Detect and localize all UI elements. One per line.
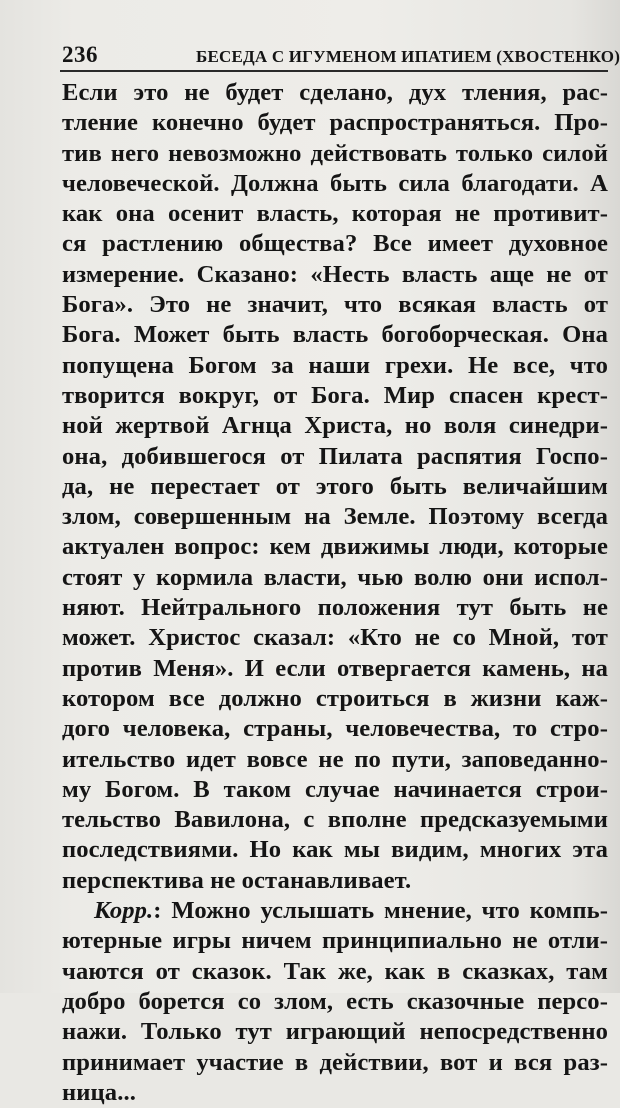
text-line: нажи. Только тут играющий непосредственно (62, 1018, 608, 1046)
speaker-label: Корр. (94, 897, 154, 925)
header-rule (60, 70, 608, 72)
text-line-rest: : Можно услышать мнение, что компь- (153, 897, 608, 925)
page-header (60, 42, 620, 72)
text-line (62, 896, 608, 926)
text-line: человеческой. Должна быть сила благодати. А (62, 169, 608, 197)
text-line: Бога. Может быть власть богоборческая. Она (62, 321, 608, 349)
text-line: котором все должно строиться в жизни каж- (62, 684, 608, 712)
text-line: стоят у кормила власти, чью волю они испол- (62, 563, 608, 591)
text-line: дого человека, страны, человечества, то стро- (62, 715, 608, 743)
running-title: БЕСЕДА С ИГУМЕНОМ ИПАТИЕМ (ХВОСТЕНКО) (196, 47, 620, 66)
text-line: может. Христос сказал: «Кто не со Мной, тот (62, 624, 608, 652)
paragraph-question (62, 896, 608, 1108)
text-line: против Меня». И если отвергается камень, на (62, 654, 608, 682)
text-line: тельство Вавилона, с вполне предсказуемыми (62, 806, 608, 834)
text-line: ительство идет вовсе не по пути, заповеданно- (62, 745, 608, 773)
text-line: да, не перестает от этого быть величайшим (62, 472, 608, 500)
text-line: злом, совершенным на Земле. Поэтому всегда (62, 503, 608, 531)
paragraph-answer (62, 78, 608, 896)
text-line: измерение. Сказано: «Несть власть аще не от (62, 260, 608, 288)
text-line: ница... (62, 1078, 136, 1106)
text-line: перспектива не останавливает. (62, 866, 412, 894)
text-line: добро борется со злом, есть сказочные персо- (62, 987, 608, 1015)
text-line: актуален вопрос: кем движимы люди, которые (62, 533, 608, 561)
body-text (62, 78, 608, 1108)
text-line: Если это не будет сделано, дух тления, рас- (62, 79, 608, 106)
page-number: 236 (62, 42, 98, 67)
text-line: как она осенит власть, которая не противит- (62, 200, 608, 228)
text-line: чаются от сказок. Так же, как в сказках, там (62, 957, 608, 985)
text-line: последствиями. Но как мы видим, многих эта (62, 836, 608, 864)
text-line: тив него невозможно действовать только силой (62, 139, 608, 167)
text-line: ся растлению общества? Все имеет духовное (62, 230, 608, 258)
text-line: попущена Богом за наши грехи. Не все, что (62, 351, 608, 379)
text-line: ютерные игры ничем принципиально не отли- (62, 927, 608, 955)
text-line: принимает участие в действии, вот и вся раз- (62, 1048, 608, 1076)
text-line: творится вокруг, от Бога. Мир спасен крест- (62, 381, 608, 409)
text-line: няют. Нейтрального положения тут быть не (62, 594, 608, 622)
text-line: ной жертвой Агнца Христа, но воля синедри- (62, 412, 608, 440)
text-line: тление конечно будет распространяться. Про- (62, 109, 608, 137)
text-line: Бога». Это не значит, что всякая власть от (62, 291, 608, 319)
text-line: му Богом. В таком случае начинается строи- (62, 775, 608, 803)
text-line: она, добившегося от Пилата распятия Госпо- (62, 442, 608, 470)
